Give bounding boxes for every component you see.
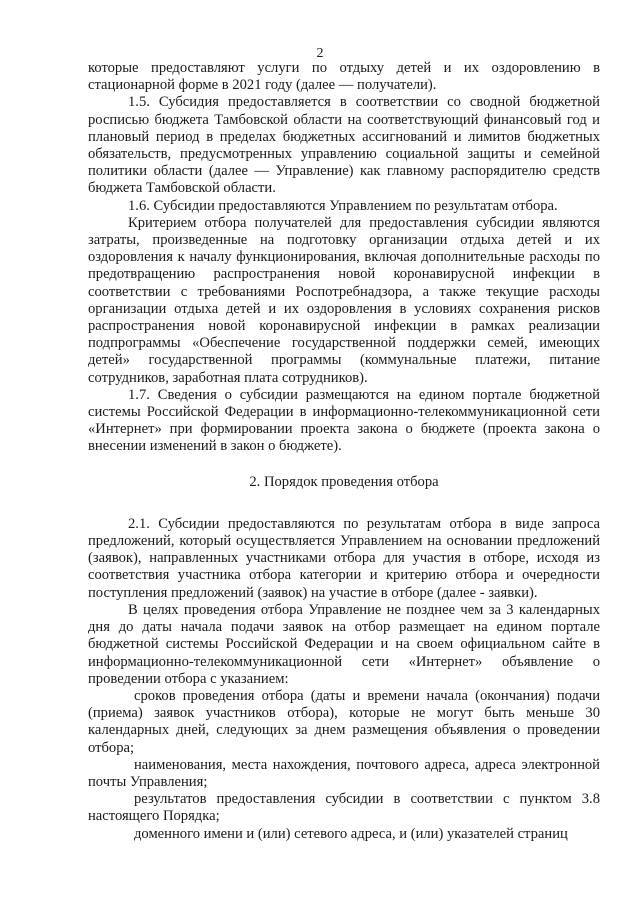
list-item-deadlines: сроков проведения отбора (даты и времени начала (окончания) подачи (приема) заявок участников отбора), которые не могут быть меньше 30 календарных дней, следующих за днем размещения объявления о проведении отбора;: [88, 687, 600, 756]
paragraph-selection-criterion: Критерием отбора получателей для предоставления субсидии являются затраты, произведенные на подготовку организации отдыха детей и их оздоровления к началу функционирования, включая дополнительные расходы по предотвращению распространения новой коронавирусной инфекции в соответствии с требованиями Роспотребнадзора, а также текущие расходы организации отдыха детей и их оздоровления в условиях сохранения рисков распространения новой коронавирусной инфекции в рамках реализации подпрограммы «Обеспечение государственной поддержки семей, имеющих детей» государственной программы (коммунальные платежи, питание сотрудников, заработная плата сотрудников).: [88, 214, 600, 386]
section-title: 2. Порядок проведения отбора: [249, 473, 439, 490]
paragraph-1-7: 1.7. Сведения о субсидии размещаются на едином портале бюджетной системы Российской Федерации в информационно-телекоммуникационной сети «Интернет» при формировании проекта закона о бюджете (проекта закона о внесении изменений в закон о бюджете).: [88, 386, 600, 455]
paragraph-1-6: 1.6. Субсидии предоставляются Управлением по результатам отбора.: [128, 197, 558, 214]
paragraph-2-1: 2.1. Субсидии предоставляются по результатам отбора в виде запроса предложений, который осуществляется Управлением на основании предложений (заявок), направленных участниками отбора для участия в отборе, исходя из соответствия участника отбора категории и критерию отбора и очередности поступления предложений (заявок) на участие в отборе (далее - заявки).: [88, 515, 600, 601]
paragraph-announcement: В целях проведения отбора Управление не позднее чем за 3 календарных дня до даты начала подачи заявок на отбор размещает на едином портале бюджетной системы Российской Федерации и на своем официальном сайте в информационно-телекоммуникационной сети «Интернет» объявление о проведении отбора с указанием:: [88, 601, 600, 687]
list-item-results: результатов предоставления субсидии в соответствии с пунктом 3.8 настоящего Порядка;: [88, 791, 600, 825]
paragraph-continuation: которые предоставляют услуги по отдыху детей и их оздоровлению в стационарной форме в 2021 году (далее — получатели).: [88, 60, 600, 94]
list-item-domain: доменного имени и (или) сетевого адреса, и (или) указателей страниц: [134, 825, 568, 842]
page-number: 2: [316, 46, 324, 61]
document-body: [88, 60, 600, 843]
list-item-name-address: наименования, места нахождения, почтового адреса, адреса электронной почты Управления;: [88, 756, 600, 790]
paragraph-1-5: 1.5. Субсидия предоставляется в соответствии со сводной бюджетной росписью бюджета Тамбовской области на соответствующий финансовый год и плановый период в пределах бюджетных ассигнований и лимитов бюджетных обязательств, предусмотренных управлению социальной защиты и семейной политики области (далее — Управление) как главному распорядителю средств бюджета Тамбовской области.: [88, 94, 600, 197]
